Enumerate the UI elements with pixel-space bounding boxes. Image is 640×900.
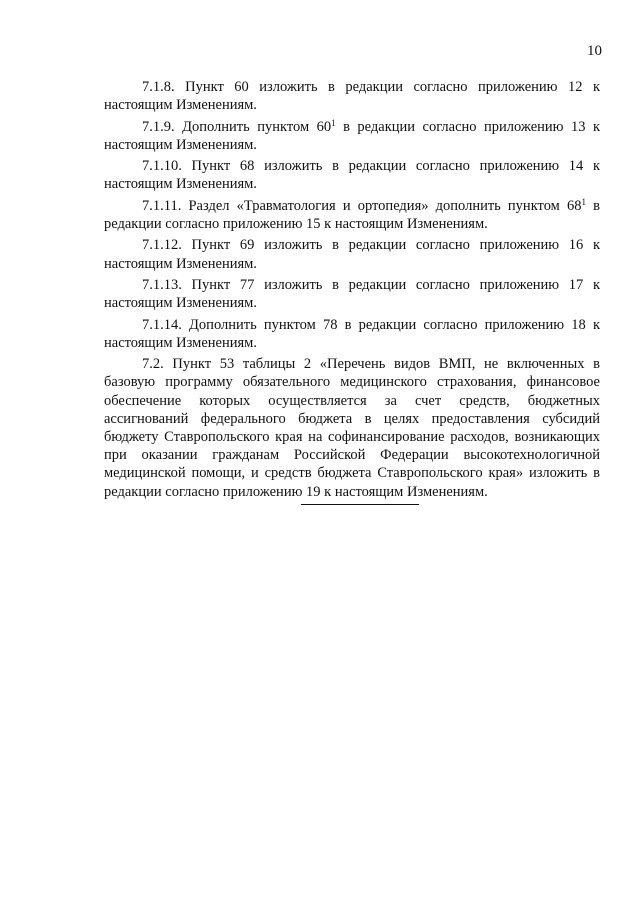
paragraph-7-2: 7.2. Пункт 53 таблицы 2 «Перечень видов ВМП, не включенных в базовую программу обязательного медицинского страхования, финансовое обеспечение которых осуществляется за счет средств, бюджетных ассигнований федерального бюджета в целях предоставления субсидий бюджету Ставропольского края на софинансирование расходов, возникающих при оказании гражданам Российской Федерации высокотехнологичной медицинской помощи, и средств бюджета Ставропольского края» изложить в редакции согласно приложению 19 к настоящим Изменениям. — [104, 356, 600, 500]
document-body — [104, 78, 600, 504]
paragraph-text: 7.1.9. Дополнить пунктом 60 — [142, 118, 332, 135]
paragraph-7-1-10: 7.1.10. Пункт 68 изложить в редакции согласно приложению 14 к настоящим Изменениям. — [104, 158, 600, 193]
paragraph-7-1-14: 7.1.14. Дополнить пунктом 78 в редакции согласно приложению 18 к настоящим Изменениям. — [104, 316, 600, 351]
page-number: 10 — [587, 43, 602, 59]
end-of-text-rule — [301, 504, 419, 505]
superscript: 1 — [331, 117, 336, 128]
paragraph-text: в редакции согласно приложению 13 к настоящим Изменениям. — [104, 118, 600, 153]
paragraph-text: 7.1.11. Раздел «Травматология и ортопедия» дополнить пунктом 68 — [142, 197, 582, 214]
superscript: 1 — [581, 196, 586, 207]
paragraph-text: в редакции согласно приложению 15 к настоящим Изменениям. — [104, 197, 600, 232]
paragraph-7-1-11 — [104, 197, 600, 233]
paragraph-7-1-12: 7.1.12. Пункт 69 изложить в редакции согласно приложению 16 к настоящим Изменениям. — [104, 237, 600, 272]
paragraph-7-1-9 — [104, 118, 600, 154]
paragraph-7-1-8: 7.1.8. Пункт 60 изложить в редакции согласно приложению 12 к настоящим Изменениям. — [104, 79, 600, 114]
paragraph-7-1-13: 7.1.13. Пункт 77 изложить в редакции согласно приложению 17 к настоящим Изменениям. — [104, 276, 600, 312]
